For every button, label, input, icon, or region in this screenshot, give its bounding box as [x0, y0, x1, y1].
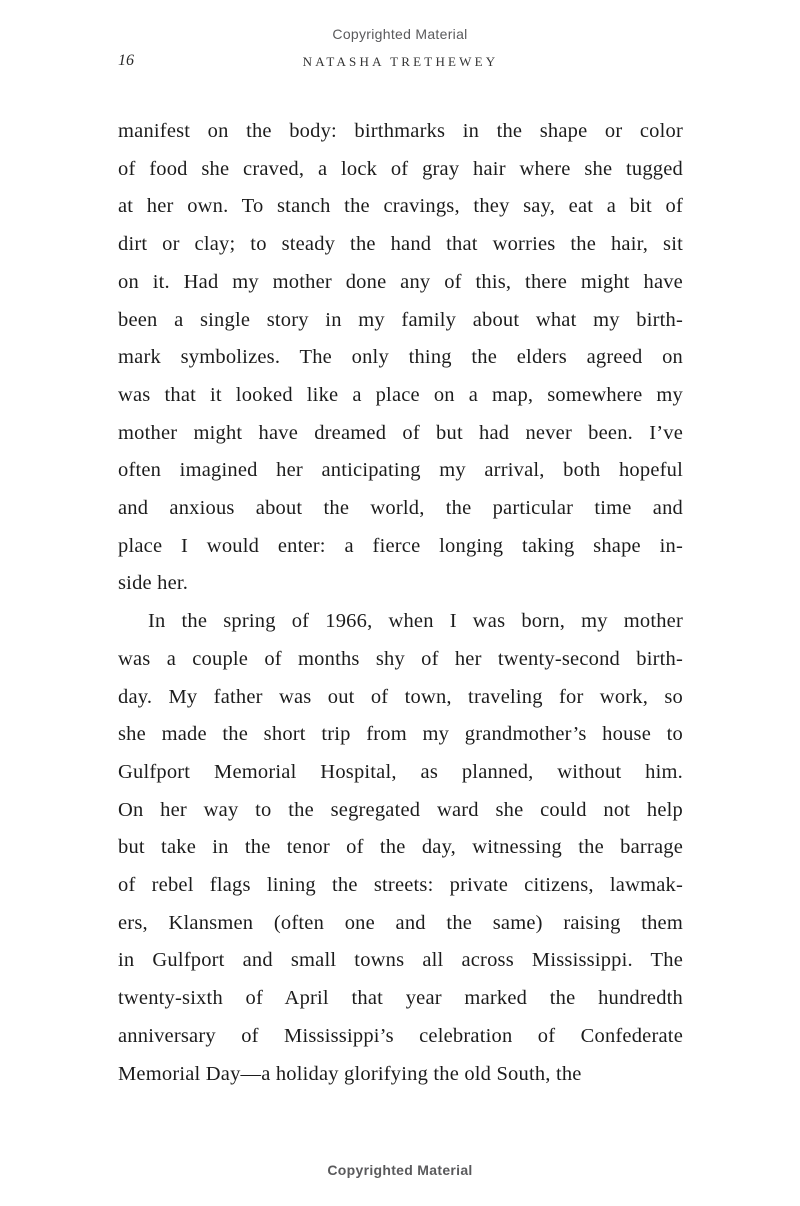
text-line: on it. Had my mother done any of this, there might have: [118, 270, 683, 293]
text-line: Memorial Day—a holiday glorifying the old South, the: [118, 1062, 582, 1085]
text-line: ers, Klansmen (often one and the same) raising them: [118, 911, 683, 934]
text-line: at her own. To stanch the cravings, they say, eat a bit of: [118, 195, 683, 218]
text-line: mother might have dreamed of but had never been. I’ve: [118, 421, 683, 444]
text-line: was that it looked like a place on a map, somewhere my: [118, 383, 683, 406]
text-line: In the spring of 1966, when I was born, my mother: [148, 610, 683, 633]
text-line: been a single story in my family about what my birth-: [118, 308, 683, 331]
text-line: twenty-sixth of April that year marked the hundredth: [118, 987, 683, 1010]
text-line: she made the short trip from my grandmother’s house to: [118, 723, 683, 746]
page-number: 16: [118, 52, 134, 69]
copyright-notice-top: Copyrighted Material: [332, 26, 468, 42]
author-running-head: NATASHA TRETHEWEY: [302, 54, 499, 69]
text-line: of food she craved, a lock of gray hair where she tugged: [118, 157, 683, 180]
text-line: was a couple of months shy of her twenty-second birth-: [118, 647, 683, 670]
text-line: On her way to the segregated ward she could not help: [118, 798, 683, 821]
paragraph-2: [118, 603, 683, 1093]
text-line: of rebel flags lining the streets: private citizens, lawmak-: [118, 874, 683, 897]
text-line: side her.: [118, 572, 189, 595]
text-line: anniversary of Mississippi’s celebration of Confederate: [118, 1024, 683, 1047]
body-text: [118, 113, 683, 1093]
text-line: dirt or clay; to steady the hand that worries the hair, sit: [118, 233, 683, 256]
paragraph-1: [118, 113, 683, 603]
text-line: in Gulfport and small towns all across Mississippi. The: [118, 949, 683, 972]
text-line: Gulfport Memorial Hospital, as planned, without him.: [118, 760, 683, 783]
text-line: mark symbolizes. The only thing the elders agreed on: [118, 346, 683, 369]
running-header: [118, 52, 683, 72]
copyright-notice-bottom: Copyrighted Material: [327, 1162, 473, 1178]
text-line: place I would enter: a fierce longing taking shape in-: [118, 534, 683, 557]
text-line: but take in the tenor of the day, witnessing the barrage: [118, 836, 683, 859]
text-line: day. My father was out of town, traveling for work, so: [118, 685, 683, 708]
text-line: manifest on the body: birthmarks in the shape or color: [118, 120, 683, 142]
text-line: often imagined her anticipating my arrival, both hopeful: [118, 459, 683, 482]
text-line: and anxious about the world, the particular time and: [118, 497, 683, 520]
